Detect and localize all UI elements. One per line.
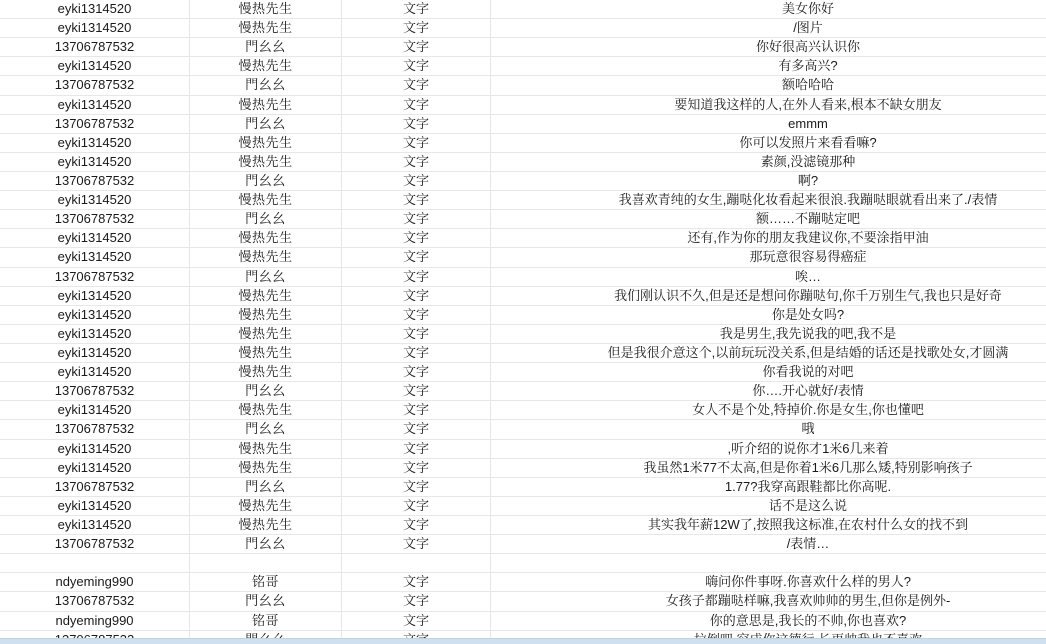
table-row [0,229,1046,248]
cell-account-id[interactable]: 13706787532 [0,420,190,438]
cell-nickname[interactable]: 慢热先生 [190,57,342,75]
cell-account-id[interactable]: 13706787532 [0,478,190,496]
cell-account-id[interactable]: 13706787532 [0,268,190,286]
cell-message-type[interactable] [342,554,491,572]
cell-message-type[interactable]: 文字 [342,344,491,362]
cell-account-id[interactable]: eyki1314520 [0,306,190,324]
cell-nickname[interactable]: 慢热先生 [190,191,342,209]
cell-message[interactable]: 那玩意很容易得癌症 [749,249,867,265]
cell-account-id[interactable]: eyki1314520 [0,229,190,247]
table-row [0,440,1046,459]
cell-nickname[interactable]: 門幺幺 [190,210,342,228]
cell-account-id[interactable]: eyki1314520 [0,440,190,458]
cell-message-type[interactable]: 文字 [342,153,491,171]
cell-message-type[interactable]: 文字 [342,96,491,114]
cell-message-type[interactable]: 文字 [342,229,491,247]
cell-message[interactable]: 你的意思是,我长的不帅,你也喜欢? [709,612,907,628]
table-row [0,401,1046,420]
cell-nickname[interactable]: 慢热先生 [190,248,342,266]
table-row [0,268,1046,287]
cell-message-type[interactable]: 文字 [342,268,491,286]
cell-nickname[interactable]: 慢热先生 [190,96,342,114]
table-row [0,0,1046,19]
cell-account-id[interactable]: ndyeming990 [0,612,190,630]
cell-nickname[interactable]: 慢热先生 [190,440,342,458]
cell-nickname[interactable]: 慢热先生 [190,287,342,305]
cell-message-type[interactable]: 文字 [342,420,491,438]
table-row [0,153,1046,172]
table-row [0,344,1046,363]
cell-account-id[interactable]: eyki1314520 [0,248,190,266]
cell-message[interactable]: 还有,作为你的朋友我建议你,不要涂指甲油 [687,230,929,246]
cell-message-type[interactable]: 文字 [342,516,491,534]
cell-message-type[interactable]: 文字 [342,134,491,152]
cell-message[interactable]: /图片 [793,20,823,36]
cell-nickname[interactable]: 門幺幺 [190,38,342,56]
cell-message[interactable]: emmm [788,115,828,131]
cell-account-id[interactable]: eyki1314520 [0,96,190,114]
cell-message-type[interactable]: 文字 [342,0,491,18]
cell-message[interactable]: 哦 [801,421,815,437]
cell-account-id[interactable]: 13706787532 [0,210,190,228]
table-row [0,172,1046,191]
cell-message-type[interactable]: 文字 [342,210,491,228]
table-row [0,287,1046,306]
cell-account-id[interactable]: 13706787532 [0,172,190,190]
cell-message[interactable]: /表情… [786,536,830,552]
table-row [0,96,1046,115]
table-row [0,382,1046,401]
cell-message[interactable]: 你是处女吗? [771,306,845,322]
cell-nickname[interactable]: 慢热先生 [190,134,342,152]
cell-nickname[interactable]: 門幺幺 [190,592,342,610]
cell-message[interactable]: 你可以发照片来看看嘛? [739,134,877,150]
cell-account-id[interactable]: eyki1314520 [0,191,190,209]
cell-nickname[interactable]: 慢热先生 [190,401,342,419]
cell-message-type[interactable]: 文字 [342,382,491,400]
table-row [0,19,1046,38]
cell-message-type[interactable]: 文字 [342,306,491,324]
cell-message[interactable]: 额……不蹦哒定吧 [755,211,860,227]
cell-account-id[interactable]: eyki1314520 [0,287,190,305]
cell-message-type[interactable]: 文字 [342,76,491,94]
cell-account-id[interactable] [0,554,190,572]
table-row [0,497,1046,516]
cell-account-id[interactable]: eyki1314520 [0,401,190,419]
table-row [0,325,1046,344]
table-row [0,612,1046,631]
cell-message[interactable]: 1.77?我穿高跟鞋都比你高呢. [724,478,892,494]
cell-message-type[interactable]: 文字 [342,497,491,515]
cell-nickname[interactable]: 慢热先生 [190,344,342,362]
cell-account-id[interactable]: ndyeming990 [0,573,190,591]
cell-account-id[interactable]: 13706787532 [0,76,190,94]
cell-message-type[interactable]: 文字 [342,401,491,419]
cell-account-id[interactable]: eyki1314520 [0,516,190,534]
table-row [0,210,1046,229]
cell-message[interactable]: ,听介绍的说你才1米6几来着 [727,440,889,456]
cell-nickname[interactable]: 慢热先生 [190,19,342,37]
cell-nickname[interactable]: 門幺幺 [190,115,342,133]
cell-message-type[interactable]: 文字 [342,478,491,496]
cell-message[interactable]: 额哈哈哈 [781,77,834,93]
cell-message[interactable]: 我们刚认识不久,但是还是想问你蹦哒句,你千万别生气,我也只是好奇 [614,287,1002,303]
table-row [0,57,1046,76]
cell-message[interactable]: 女孩子都蹦哒样嘛,我喜欢帅帅的男生,但你是例外- [665,593,951,609]
cell-message-type[interactable]: 文字 [342,459,491,477]
table-row [0,363,1046,382]
cell-nickname[interactable]: 門幺幺 [190,478,342,496]
table-row [0,420,1046,439]
cell-message[interactable]: 美女你好 [781,1,834,16]
cell-message-type[interactable]: 文字 [342,535,491,553]
table-row [0,306,1046,325]
cell-nickname[interactable]: 慢热先生 [190,363,342,381]
cell-nickname[interactable]: 門幺幺 [190,268,342,286]
cell-nickname[interactable]: 門幺幺 [190,535,342,553]
cell-message-type[interactable]: 文字 [342,38,491,56]
cell-message[interactable]: 你….开心就好/表情 [752,383,864,399]
table-row [0,38,1046,57]
cell-message-type[interactable]: 文字 [342,115,491,133]
cell-nickname[interactable]: 慢热先生 [190,229,342,247]
table-row [0,516,1046,535]
table-row [0,535,1046,554]
cell-account-id[interactable]: eyki1314520 [0,19,190,37]
cell-nickname[interactable]: 慢热先生 [190,325,342,343]
cell-message[interactable]: 女人不是个处,特掉价.你是女生,你也懂吧 [692,402,924,418]
table-row [0,191,1046,210]
cell-message-type[interactable]: 文字 [342,172,491,190]
cell-message[interactable]: 要知道我这样的人,在外人看来,根本不缺女朋友 [674,96,942,112]
cell-account-id[interactable]: 13706787532 [0,592,190,610]
cell-message[interactable]: 我喜欢青纯的女生,蹦哒化妆看起来很浪.我蹦哒眼就看出来了./表情 [618,192,998,208]
cell-message-type[interactable]: 文字 [342,440,491,458]
cell-message-type[interactable]: 文字 [342,573,491,591]
cell-account-id[interactable]: 13706787532 [0,38,190,56]
cell-nickname[interactable]: 慢热先生 [190,0,342,18]
table-row [0,554,1046,573]
cell-message[interactable]: 你看我说的对吧 [762,364,854,380]
table-row [0,592,1046,611]
cell-message[interactable]: 话不是这么说 [768,497,847,513]
cell-account-id[interactable]: eyki1314520 [0,344,190,362]
cell-account-id[interactable]: eyki1314520 [0,153,190,171]
cell-message-type[interactable]: 文字 [342,612,491,630]
table-row [0,76,1046,95]
table-row [0,134,1046,153]
cell-message[interactable]: 素颜,没滤镜那种 [760,153,856,169]
cell-nickname[interactable]: 慢热先生 [190,306,342,324]
cell-message[interactable]: 有多高兴? [778,58,838,74]
cell-account-id[interactable]: eyki1314520 [0,459,190,477]
cell-message[interactable] [491,554,1046,572]
cell-message[interactable]: 嗨问你件事呀.你喜欢什么样的男人? [705,574,911,590]
cell-nickname[interactable]: 慢热先生 [190,497,342,515]
cell-account-id[interactable]: 13706787532 [0,115,190,133]
cell-message[interactable]: 啊? [797,172,819,188]
cell-nickname[interactable]: 門幺幺 [190,76,342,94]
cell-message-type[interactable]: 文字 [342,287,491,305]
table-row [0,115,1046,134]
cell-message-type[interactable]: 文字 [342,325,491,343]
cell-account-id[interactable]: eyki1314520 [0,0,190,18]
cell-message-type[interactable]: 文字 [342,592,491,610]
cell-message[interactable]: 其实我年薪12W了,按照我这标准,在农村什么女的找不到 [648,516,968,532]
table-row [0,573,1046,592]
cell-message[interactable]: 你好很高兴认识你 [755,39,860,55]
cell-nickname[interactable]: 門幺幺 [190,420,342,438]
cell-message-type[interactable]: 文字 [342,363,491,381]
table-row [0,478,1046,497]
cell-account-id[interactable]: eyki1314520 [0,57,190,75]
cell-message-type[interactable]: 文字 [342,57,491,75]
cell-message[interactable]: 唉… [794,268,821,284]
cell-message-type[interactable]: 文字 [342,19,491,37]
cell-message[interactable]: 但是我很介意这个,以前玩玩没关系,但是结婚的话还是找歌处女,才圆满 [607,344,1009,360]
cell-nickname[interactable] [190,554,342,572]
cell-account-id[interactable]: 13706787532 [0,535,190,553]
cell-nickname[interactable]: 慢热先生 [190,153,342,171]
cell-message-type[interactable]: 文字 [342,191,491,209]
cell-nickname[interactable]: 門幺幺 [190,382,342,400]
cell-message[interactable]: 我是男生,我先说我的吧,我不是 [719,325,897,341]
table-row [0,248,1046,267]
cell-account-id[interactable]: eyki1314520 [0,134,190,152]
cell-nickname[interactable]: 門幺幺 [190,172,342,190]
table-row [0,459,1046,478]
selection-highlight [0,638,1046,644]
cell-nickname[interactable]: 铭哥 [190,612,342,630]
cell-account-id[interactable]: eyki1314520 [0,363,190,381]
cell-account-id[interactable]: 13706787532 [0,382,190,400]
cell-account-id[interactable]: eyki1314520 [0,325,190,343]
cell-message[interactable]: 我虽然1米77不太高,但是你着1米6几那么矮,特别影响孩子 [643,459,973,475]
cell-nickname[interactable]: 慢热先生 [190,459,342,477]
cell-nickname[interactable]: 慢热先生 [190,516,342,534]
cell-message-type[interactable]: 文字 [342,248,491,266]
cell-nickname[interactable]: 铭哥 [190,573,342,591]
cell-account-id[interactable]: eyki1314520 [0,497,190,515]
